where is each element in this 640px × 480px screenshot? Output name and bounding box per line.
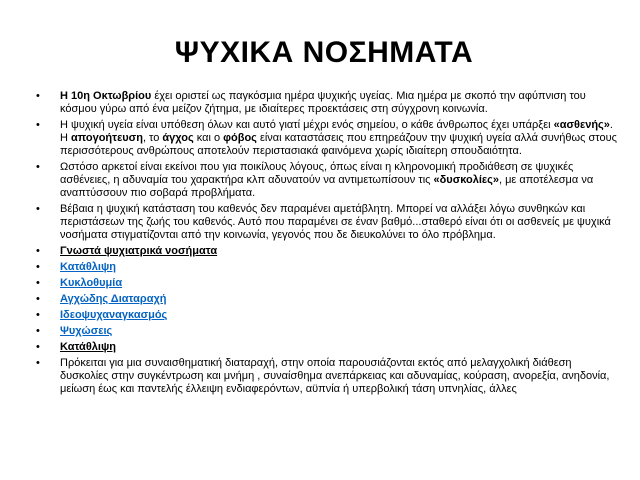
- bullet-text: [60, 245, 217, 257]
- link-cyclothymia[interactable]: Κυκλοθυμία: [60, 277, 123, 289]
- bullet-link-cyclothymia: [36, 277, 620, 290]
- bullet-text: [60, 325, 112, 337]
- text-run: φόβος: [223, 132, 257, 144]
- text-run: Ωστόσο αρκετοί είναι εκείνοι που για ποικίλους λόγους, όπως είναι η κληρονομική προδιάθεση σε ψυχικές ασθένειες, η αδυναμία του χαρακτήρα κλπ αδυνατούν να αντιμετωπίσουν τις: [60, 161, 574, 186]
- bullet-known-disorders-heading: [36, 245, 620, 258]
- bullet-link-anxiety-disorder: [36, 293, 620, 306]
- bullet-list: [28, 90, 620, 396]
- bullet-text: [60, 341, 116, 353]
- bullet-marker: •: [36, 161, 40, 173]
- text-run: Η ψυχική υγεία είναι υπόθεση όλων και αυτό γιατί μέχρι ενός σημείου, ο κάθε άνθρωπος έχει υπάρξει: [60, 119, 554, 131]
- text-run: απογοήτευση: [71, 132, 143, 144]
- slide-title: ΨΥΧΙΚΑ ΝΟΣΗΜΑΤΑ: [174, 36, 474, 69]
- text-run: Πρόκειται για μια συναισθηματική διαταραχή, στην οποία παρουσιάζονται εκτός από μελαγχολική διάθεση δυσκολίες στην συγκέντρωση και μνήμη , συναίσθημα ανεπάρκειας και αδυναμίας, κούραση, ανορεξία, ανηδονία, μείωση έως και παντελής έλλειψη ενδιαφερόντων, αϋπνία ή υπερβολική τάση υπνηλίας, άλλες: [60, 357, 610, 395]
- text-run: έχει οριστεί ως παγκόσμια ημέρα ψυχικής υγείας. Μια ημέρα με σκοπό την αφύπνιση του κόσμου γύρω από ένα μείζον ζήτημα, με ιδιαίτερες προεκτάσεις στη σύγχρονη κοινωνία.: [60, 90, 586, 115]
- bullet-link-depression: [36, 261, 620, 274]
- bullet-marker: •: [36, 293, 40, 305]
- text-run: «δυσκολίες»: [433, 174, 499, 186]
- bullet-text: [60, 161, 593, 199]
- bullet-marker: •: [36, 119, 40, 131]
- text-run: , με αποτέλεσμα να αναπτύσσουν πιο σοβαρά προβλήματα.: [60, 174, 594, 199]
- bullet-text: [60, 90, 586, 115]
- bullet-link-psychoses: [36, 325, 620, 338]
- bullet-text: [60, 357, 609, 395]
- text-run: Γνωστά ψυχιατρικά νοσήματα: [60, 245, 218, 257]
- bullet-stigma: [36, 203, 620, 242]
- bullet-marker: •: [36, 325, 40, 337]
- bullet-vulnerable-people: [36, 161, 620, 200]
- bullet-text: [60, 277, 122, 289]
- text-run: και ο: [193, 132, 224, 144]
- bullet-text: [60, 203, 611, 241]
- bullet-depression-description: [36, 357, 620, 396]
- text-run: , το: [142, 132, 163, 144]
- bullet-marker: •: [36, 277, 40, 289]
- bullet-mental-health-everyone: [36, 119, 620, 158]
- text-run: «ασθενής»: [553, 119, 610, 131]
- link-ocd[interactable]: Ιδεοψυχαναγκασμός: [60, 309, 168, 321]
- text-run: Η 10η Οκτωβρίου: [60, 90, 152, 102]
- bullet-link-ocd: [36, 309, 620, 322]
- text-run: Βέβαια η ψυχική κατάσταση του καθενός δεν παραμένει αμετάβλητη. Μπορεί να αλλάξει λόγω συνθηκών και περιστάσεων της ζωής του καθενός. Αυτό που παραμένει σε έναν βαθμό...σταθερό είναι ότι οι ασθενείς με ψυχικά νοσήματα στιγματίζονται από την κοινωνία, γεγονός που δε διευκολύνει το όλο πρόβλημα.: [60, 203, 611, 241]
- bullet-marker: •: [36, 245, 40, 257]
- bullet-text: [60, 293, 167, 305]
- bullet-marker: •: [36, 261, 40, 273]
- bullet-text: [60, 261, 116, 273]
- link-psychoses[interactable]: Ψυχώσεις: [60, 325, 113, 337]
- link-depression[interactable]: Κατάθλιψη: [60, 261, 116, 273]
- bullet-marker: •: [36, 203, 40, 215]
- link-anxiety-disorder[interactable]: Αγχώδης Διαταραχή: [60, 293, 167, 305]
- text-run: είναι καταστάσεις που επηρεάζουν την ψυχική υγεία αλλά συνήθως στους περισσότερους ανθρώπους αποτελούν περιστασιακά φαινόμενα χωρίς ιδιαίτερη σπουδαιότητα.: [60, 132, 617, 157]
- text-run: άγχος: [162, 132, 194, 144]
- bullet-text: [60, 309, 167, 321]
- bullet-marker: •: [36, 309, 40, 321]
- text-run: Κατάθλιψη: [60, 341, 116, 353]
- text-run: . Η: [60, 119, 613, 144]
- bullet-text: [60, 119, 617, 157]
- bullet-marker: •: [36, 341, 40, 353]
- bullet-marker: •: [36, 90, 40, 102]
- bullet-world-day: [36, 90, 620, 116]
- bullet-depression-heading: [36, 341, 620, 354]
- bullet-marker: •: [36, 357, 40, 369]
